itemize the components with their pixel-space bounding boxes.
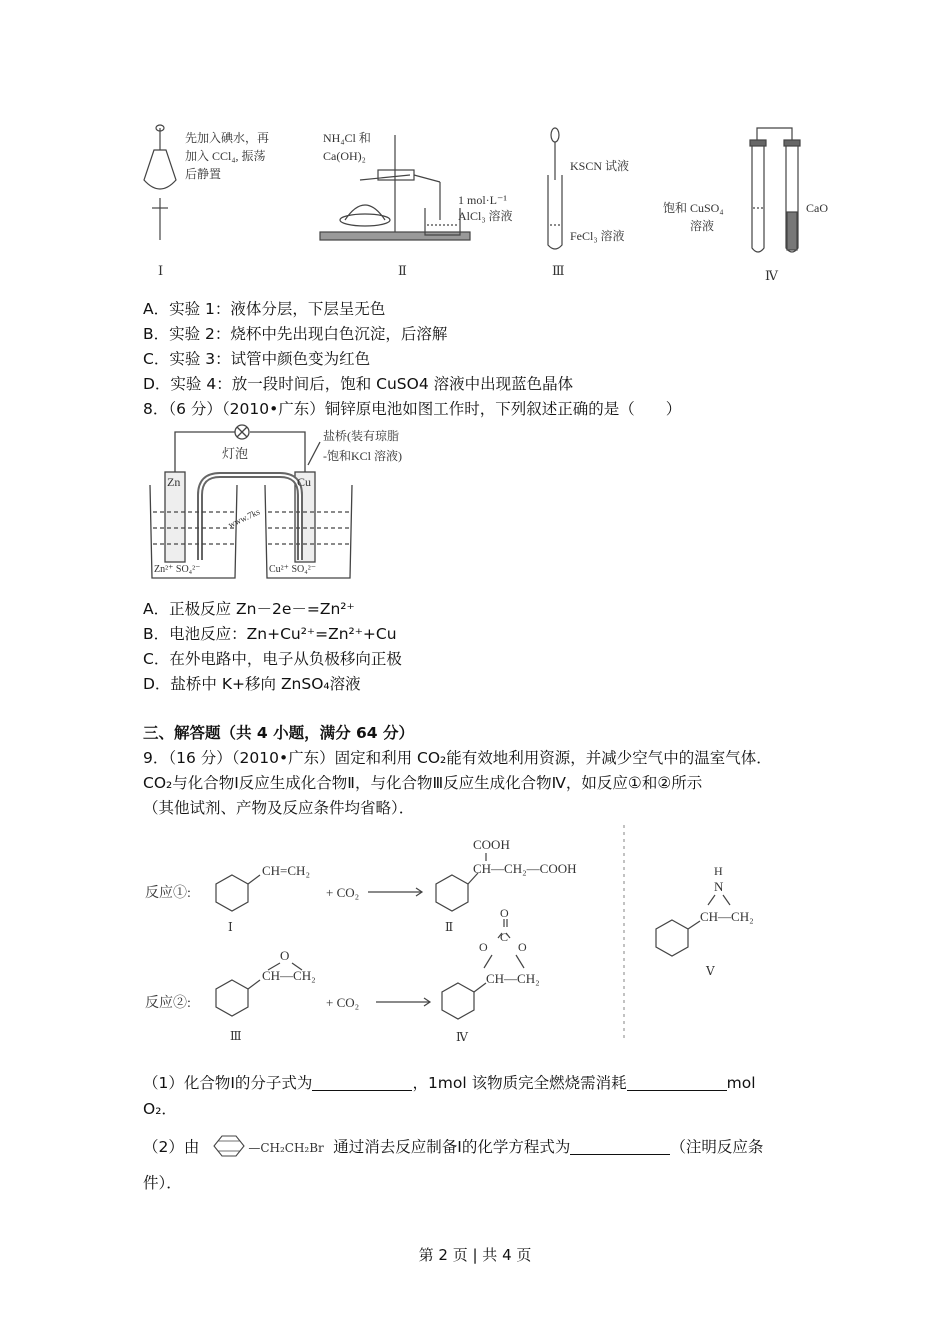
carbonate-c: C	[500, 930, 509, 944]
q9-sub1-cont: O₂．	[143, 1100, 177, 1118]
exp4-solution-2: 溶液	[690, 219, 715, 233]
exp2-solution-2: AlCl₃ 溶液	[458, 209, 513, 223]
q7-option-b: B．实验 2：烧杯中先出现白色沉淀，后溶解	[143, 325, 448, 343]
watermark: www.7ks	[226, 506, 262, 530]
label-ii: Ⅱ	[398, 263, 407, 278]
carbonate-o-right: O	[518, 940, 527, 954]
label-compound-v: Ⅴ	[706, 964, 715, 978]
exp2-reagent-1: NH₄Cl 和	[323, 131, 371, 145]
exp4-solution-1: 饱和 CuSO₄	[663, 201, 724, 215]
answer-blank-o2[interactable]	[627, 1074, 727, 1091]
exp3-solution: FeCl₃ 溶液	[570, 229, 625, 243]
cu-electrode-label: Cu	[297, 475, 312, 489]
compound-v-chain: CH—CH₂	[700, 909, 754, 924]
q9-line-2: CO₂与化合物Ⅰ反应生成化合物Ⅱ，与化合物Ⅲ反应生成化合物Ⅳ，如反应①和②所示	[143, 774, 703, 792]
right-ions: Cu²⁺ SO₄²⁻	[269, 564, 316, 575]
q7-option-a: A．实验 1：液体分层，下层呈无色	[143, 300, 386, 318]
q9-sub1-text-2: ，1mol 该物质完全燃烧需消耗	[412, 1074, 627, 1092]
exp1-note-2: 加入 CCl₄, 振荡	[185, 149, 266, 163]
salt-bridge-label-1: 盐桥(装有琼脂	[323, 429, 399, 443]
salt-bridge-label-2: -饱和KCl 溶液)	[323, 449, 402, 463]
q7-apparatus-figure	[140, 120, 860, 290]
zn-electrode-label: Zn	[167, 475, 181, 489]
separatory-funnel	[144, 125, 176, 240]
carbonate-o-top: O	[500, 906, 509, 920]
exp1-note-3: 后静置	[185, 167, 222, 181]
reaction-scheme	[140, 825, 800, 1050]
q8-option-a: A．正极反应 Zn－2e－=Zn²⁺	[143, 600, 355, 618]
label-i: Ⅰ	[158, 263, 164, 278]
page-footer: 第 2 页 | 共 4 页	[418, 1246, 532, 1264]
galvanic-cell-figure	[140, 420, 460, 585]
q7-option-d: D．实验 4：放一段时间后，饱和 CuSO4 溶液中出现蓝色晶体	[143, 375, 574, 393]
compound-iii-o: O	[280, 948, 290, 963]
q9-sub1-text-3: mol	[726, 1074, 756, 1092]
label-compound-iii: Ⅲ	[230, 1029, 242, 1043]
compound-iii-chain: CH—CH₂	[262, 968, 316, 983]
label-compound-ii: Ⅱ	[445, 920, 454, 934]
reaction-1-label: 反应①:	[145, 886, 191, 901]
carbonate-o-left: O	[479, 940, 488, 954]
q9-sub1-text-1: （1）化合物Ⅰ的分子式为	[143, 1074, 313, 1092]
q9-line-1: 9．（16 分）（2010•广东）固定和利用 CO₂能有效地利用资源，并减少空气中的温室气体．	[143, 749, 772, 767]
label-iv: Ⅳ	[765, 268, 778, 283]
q9-line-3: （其他试剂、产物及反应条件均省略）．	[143, 799, 415, 817]
exp3-reagent: KSCN 试液	[570, 159, 630, 173]
q7-option-c: C．实验 3：试管中颜色变为红色	[143, 350, 371, 368]
connected-tubes	[750, 128, 800, 252]
section-title: 三、解答题（共 4 小题，满分 64 分）	[143, 724, 414, 742]
q9-sub2-cont: 件）．	[143, 1174, 182, 1192]
exp2-solution-1: 1 mol·L⁻¹	[458, 193, 507, 207]
q9-sub2	[143, 1136, 763, 1159]
structure-substituent: —CH₂CH₂Br	[248, 1140, 324, 1155]
q9-sub2-text-3: （注明反应条	[670, 1138, 764, 1156]
compound-i-vinyl: CH=CH₂	[262, 863, 310, 878]
compound-iv-chain: CH—CH₂	[486, 971, 540, 986]
bromoethylbenzene-structure	[204, 1137, 328, 1159]
q9-sub2-text-2: 通过消去反应制备Ⅰ的化学方程式为	[333, 1138, 571, 1156]
exp4-solid: CaO	[806, 201, 828, 215]
q8-stem: 8．（6 分）（2010•广东）铜锌原电池如图工作时，下列叙述正确的是（ ）	[143, 400, 682, 418]
answer-blank-equation[interactable]	[570, 1138, 670, 1155]
reaction-2-label: 反应②:	[145, 996, 191, 1011]
q8-option-b: B．电池反应：Zn+Cu²⁺=Zn²⁺+Cu	[143, 625, 397, 643]
q9-sub1	[143, 1072, 756, 1094]
q8-option-c: C．在外电路中，电子从负极移向正极	[143, 650, 402, 668]
compound-ii-cooh: COOH	[473, 837, 510, 852]
aziridine-n: N	[714, 879, 724, 894]
left-ions: Zn²⁺ SO₄²⁻	[154, 564, 201, 575]
compound-ii-chain: CH—CH₂—COOH	[473, 861, 577, 876]
bulb-label: 灯泡	[222, 446, 249, 461]
aziridine-h: H	[714, 864, 723, 878]
answer-blank-formula[interactable]	[312, 1074, 412, 1091]
label-compound-i: Ⅰ	[228, 920, 233, 934]
plus-co2-1: + CO₂	[326, 885, 360, 900]
exp2-reagent-2: Ca(OH)₂	[323, 149, 366, 163]
plus-co2-2: + CO₂	[326, 995, 360, 1010]
q8-option-d: D．盐桥中 K+移向 ZnSO₄溶液	[143, 675, 361, 693]
dropper-test-tube	[548, 128, 562, 249]
label-compound-iv: Ⅳ	[456, 1030, 468, 1044]
exp1-note-1: 先加入碘水，再	[185, 131, 270, 145]
q9-sub2-text-1: （2）由	[143, 1138, 200, 1156]
label-iii: Ⅲ	[552, 263, 565, 278]
